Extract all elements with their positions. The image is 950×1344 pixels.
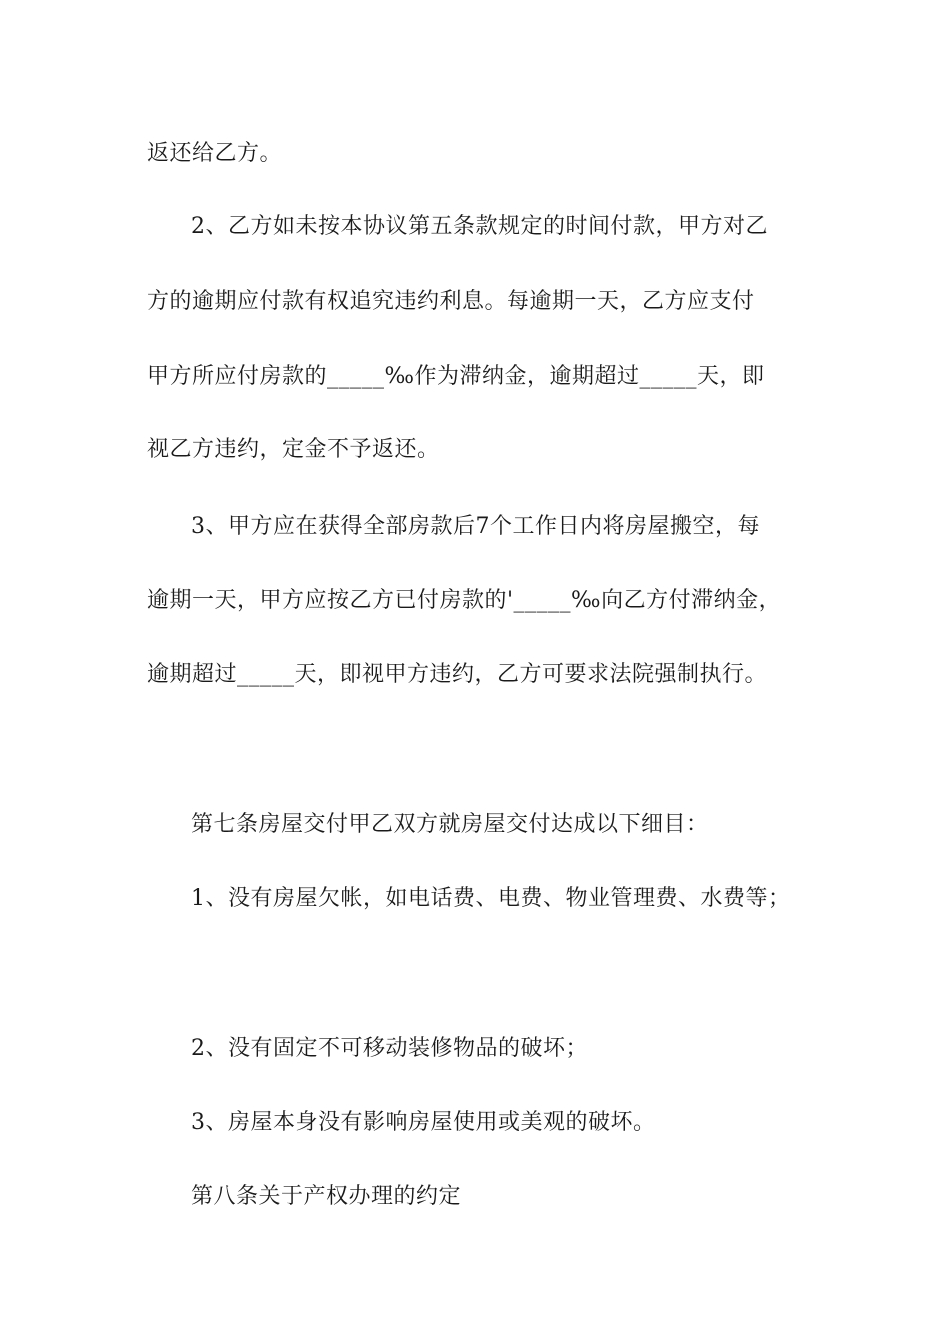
article-7-item-1: 1、没有房屋欠帐，如电话费、电费、物业管理费、水费等； bbox=[191, 886, 791, 911]
clause-2-line-3: 甲方所应付房款的_____‰作为滞纳金，逾期超过_____天，即 bbox=[147, 364, 765, 389]
clause-3-line-1: 3、甲方应在获得全部房款后7个工作日内将房屋搬空，每 bbox=[191, 514, 760, 539]
clause-2-line-1: 2、乙方如未按本协议第五条款规定的时间付款，甲方对乙 bbox=[191, 214, 768, 239]
article-8-heading: 第八条关于产权办理的约定 bbox=[191, 1184, 462, 1209]
article-7-item-3: 3、房屋本身没有影响房屋使用或美观的破坏。 bbox=[191, 1110, 656, 1135]
clause-2-line-4: 视乙方违约，定金不予返还。 bbox=[147, 437, 440, 462]
clause-3-line-2: 逾期一天，甲方应按乙方已付房款的'_____‰向乙方付滞纳金， bbox=[147, 588, 782, 613]
article-7-item-2: 2、没有固定不可移动装修物品的破坏； bbox=[191, 1036, 588, 1061]
clause-2-line-2: 方的逾期应付款有权追究违约利息。每逾期一天，乙方应支付 bbox=[147, 289, 755, 314]
article-7-heading: 第七条房屋交付甲乙双方就房屋交付达成以下细目： bbox=[191, 812, 709, 837]
clause-3-line-3: 逾期超过_____天，即视甲方违约，乙方可要求法院强制执行。 bbox=[147, 662, 768, 687]
paragraph-line: 返还给乙方。 bbox=[147, 141, 283, 166]
